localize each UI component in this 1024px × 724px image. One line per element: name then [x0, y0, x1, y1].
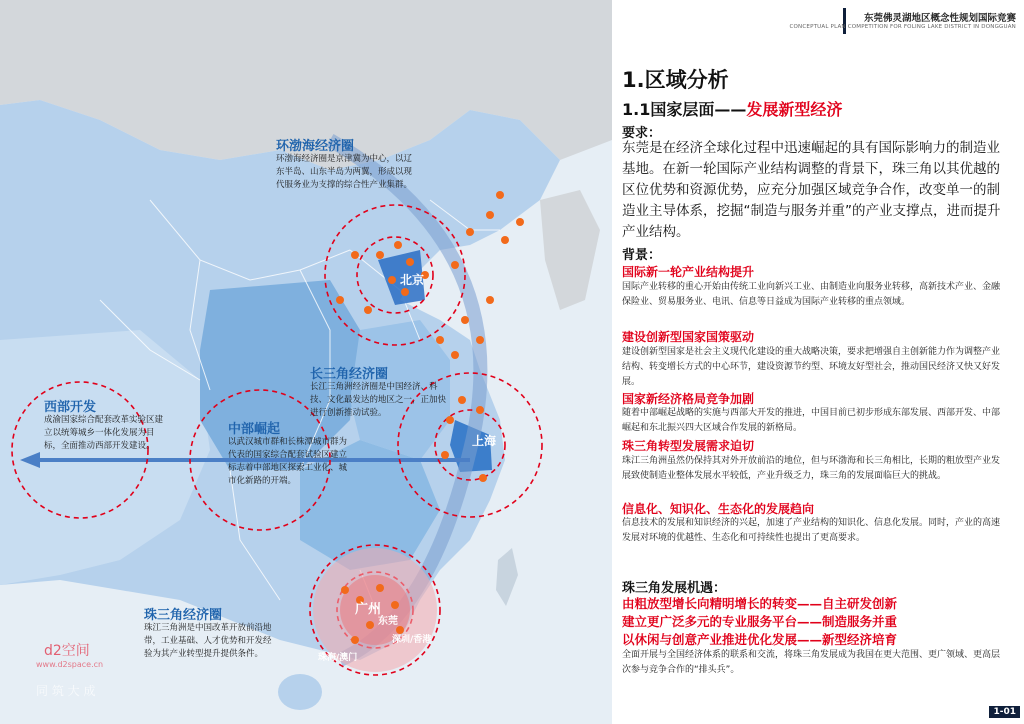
opportunity-text: 全面开展与全国经济体系的联系和交流，将珠三角发展成为我国在更大范围、更广领域、更高层次参与竞争合作的“排头兵”。: [622, 650, 1001, 675]
region-title-bohai: 环渤海经济圈: [276, 139, 355, 154]
region-desc-bohai: 环渤海经济圈是京津冀为中心，以辽 东半岛、山东半岛为两翼，形成以现 代服务业为支撑的综合性产业集群。: [276, 154, 413, 190]
region-title-yangtze: 长三角经济圈: [310, 367, 389, 382]
requirement-text: 东莞是在经济全球化过程中迅速崛起的具有国际影响力的制造业基地。在新一轮国际产业结构调整的背景下，珠三角以其优越的区位优势和资源优势，应充分加强区域竞争合作，改变单一的制造业主导体系，挖掘“制造与服务并重”的产业支撑点，进而提升产业结构。: [622, 140, 1001, 240]
bg-item-text: 建设创新型国家是社会主义现代化建设的重大战略决策，要求把增强自主创新能力作为调整产业结构、转变增长方式的中心环节，建设资源节约型、环境友好型社会，推动国民经济又快又好发展。: [622, 347, 1001, 387]
watermark-cn: 同 筑 大 成: [36, 684, 96, 698]
region-title-west: 西部开发: [44, 400, 97, 415]
bg-item-title: 国际新一轮产业结构提升: [622, 265, 755, 279]
page-number: 1-01: [989, 706, 1020, 718]
region-desc-west: 成渝国家综合配套改革实验区建 立以统筹城乡一体化发展为目 标，全面推动西部开发建设。: [44, 415, 164, 451]
section-title: 1.区域分析: [622, 68, 729, 92]
opportunity-line: 以休闲与创意产业推进优化发展——新型经济培育: [622, 632, 898, 647]
bg-item-text: 随着中部崛起战略的实施与西部大开发的推进，中国目前已初步形成东部发展、西部开发、中部崛起和东北振兴四大区域合作发展的新格局。: [622, 408, 1001, 433]
header-title-cn: 东莞佛灵湖地区概念性规划国际竞赛: [863, 13, 1016, 24]
bg-item-text: 珠江三角洲虽然仍保持其对外开放前沿的地位，但与环渤海和长三角相比，长期的粗放型产业发展致使制造业整体发展水平较低，产业升级乏力，珠三角的发展面临巨大的挑战。: [622, 456, 1001, 481]
city-guangzhou: 广州: [355, 602, 382, 617]
watermark-url: www.d2space.cn: [36, 660, 104, 669]
bg-item-title: 珠三角转型发展需求迫切: [622, 439, 755, 453]
bg-item-text: 信息技术的发展和知识经济的兴起，加速了产业结构的知识化、信息化发展。同时，产业的高速发展对环境的优越性、生态化和可持续性也提出了更高要求。: [622, 518, 1001, 543]
bg-item-title: 国家新经济格局竞争加剧: [622, 392, 755, 406]
opportunity-label: 珠三角发展机遇：: [622, 581, 727, 596]
city-dongguan: 东莞: [378, 616, 398, 627]
background-label: 背景：: [622, 248, 662, 263]
watermark-logo: d2空间: [44, 643, 90, 659]
header: [789, 10, 1016, 30]
opportunity-line: 建立更广泛多元的专业服务平台——制造服务并重: [622, 614, 898, 629]
region-desc-prd: 珠江三角洲是中国改革开放前沿地 带，工业基础、人才优势和开发经 验为其产业转型提升提供条件。: [144, 623, 272, 659]
requirement-label: 要求：: [622, 126, 662, 141]
city-shenzhen-hk: 深圳/香港: [392, 635, 432, 645]
subtitle-prefix: 1.1国家层面——: [622, 100, 747, 119]
region-title-central: 中部崛起: [228, 422, 281, 437]
subtitle-highlight: 发展新型经济: [746, 100, 843, 119]
city-shanghai: 上海: [472, 434, 497, 448]
bg-item-title: 信息化、知识化、生态化的发展趋向: [622, 502, 815, 516]
bg-item-text: 国际产业转移的重心开始由传统工业向新兴工业、由制造业向服务业转移，高新技术产业、金融保险业、贸易服务业、电讯、信息等日益成为国际产业转移的重点领域。: [622, 282, 1001, 307]
region-desc-central: 以武汉城市群和长株潭城市群为 代表的国家综合配套试验区建立 标志着中部地区探索工业化、城 市化新路的开端。: [228, 437, 348, 486]
section-subtitle: [622, 97, 842, 120]
region-desc-yangtze: 长江三角洲经济圈是中国经济、科 技、文化最发达的地区之一，正加快 进行创新推动试验。: [310, 382, 447, 418]
region-title-prd: 珠三角经济圈: [144, 608, 223, 623]
city-beijing: 北京: [400, 273, 425, 287]
header-title-en: CONCEPTUAL PLAN COMPETITION FOR FOLING LAKE DISTRICT IN DONGGUAN: [789, 24, 1016, 30]
city-zhuhai-macau: 珠海/澳门: [318, 653, 358, 663]
opportunity-line: 由粗放型增长向精明增长的转变——自主研发创新: [622, 596, 898, 611]
bg-item-title: 建设创新型国家国策驱动: [622, 330, 755, 344]
